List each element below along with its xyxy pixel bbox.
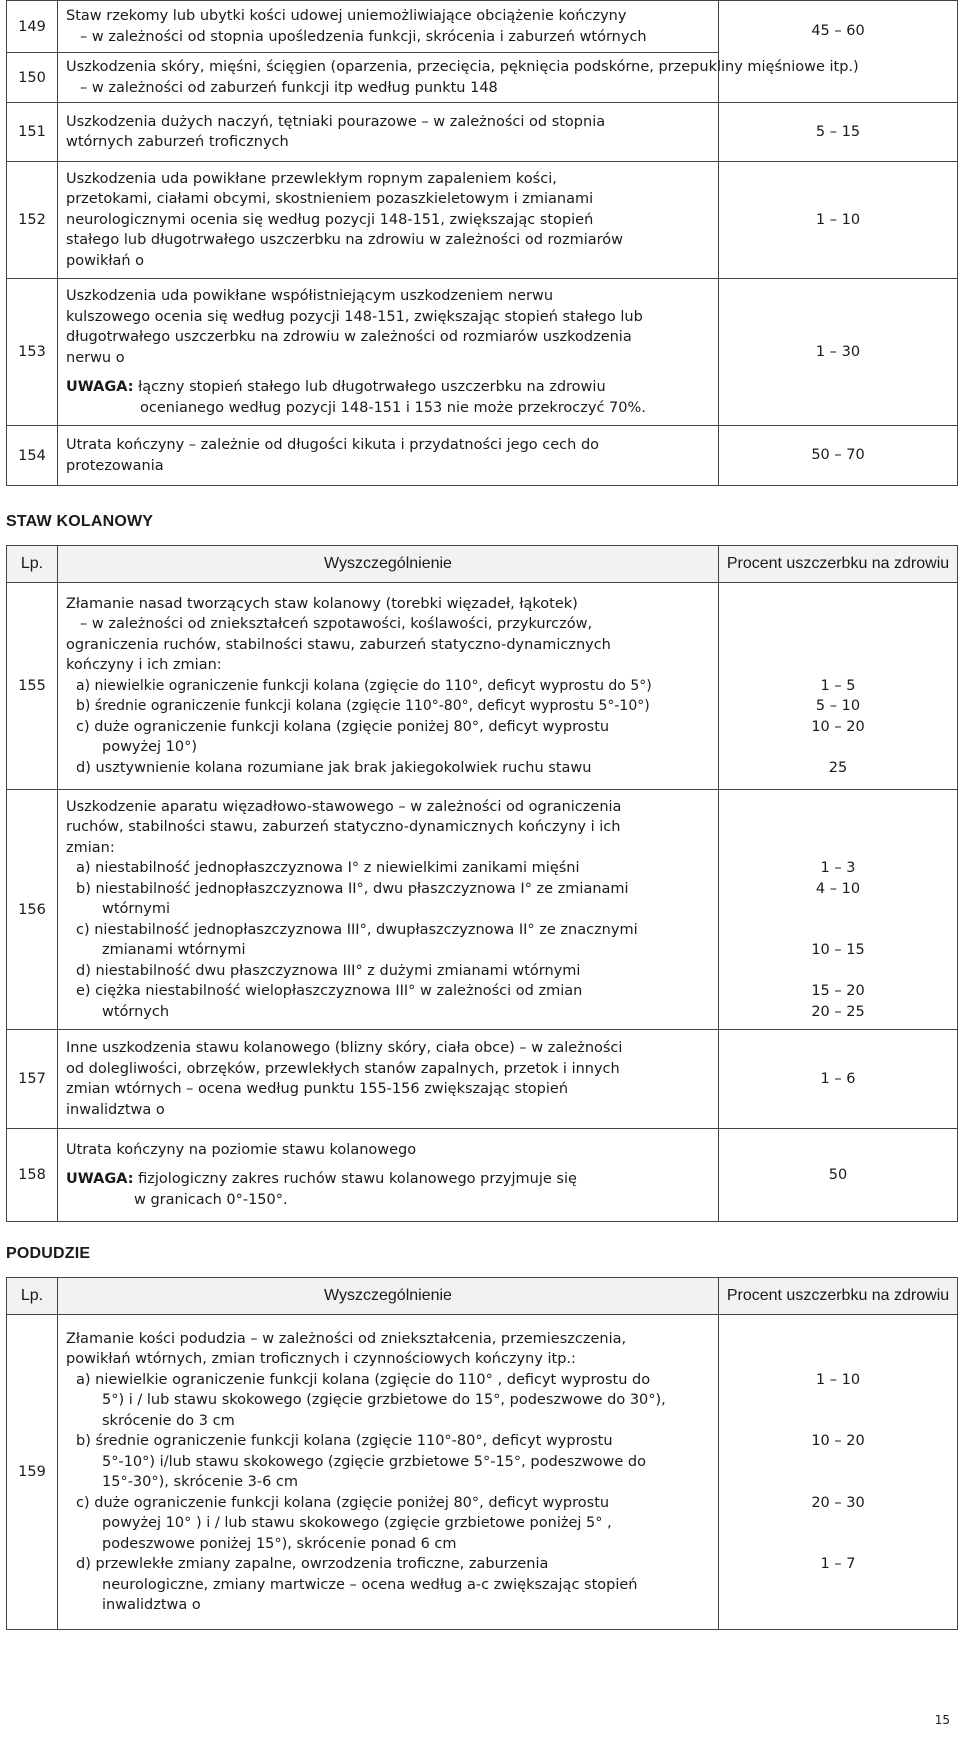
text-line: Złamanie nasad tworzących staw kolanowy (torebki więzadeł, łąkotek)	[66, 595, 578, 612]
item-c-cont: zmianami wtórnymi	[102, 942, 246, 959]
text-line: zmian:	[66, 839, 115, 856]
table-row	[7, 279, 958, 426]
percent-d: 15 – 20	[811, 983, 865, 1000]
row-percent	[719, 1315, 958, 1630]
row-description	[58, 1030, 719, 1129]
header-description: Wyszczególnienie	[58, 546, 719, 583]
text-line: Uszkodzenia uda powikłane przewlekłym ropnym zapaleniem kości,	[66, 170, 557, 187]
text-line: Inne uszkodzenia stawu kolanowego (blizny skóry, ciała obce) – w zależności	[66, 1040, 623, 1056]
table-row	[7, 1129, 958, 1222]
text-line: od dolegliwości, obrzęków, przewlekłych stanów zapalnych, przetok i innych	[66, 1060, 620, 1077]
note-text: w granicach 0°-150°.	[134, 1191, 288, 1208]
text-line: – w zależności od zniekształceń szpotawości, koślawości, przykurczów,	[80, 616, 593, 633]
item-a: a) niewielkie ograniczenie funkcji kolana (zgięcie do 110° , deficyt wyprostu do	[76, 1371, 651, 1388]
table-row	[7, 790, 958, 1030]
row-percent: 45 – 60	[719, 1, 958, 103]
text-line: Utrata kończyny na poziomie stawu kolanowego	[66, 1141, 417, 1158]
row-description	[58, 426, 719, 486]
page-number: 15	[934, 1713, 950, 1727]
row-description	[58, 279, 719, 426]
item-b: b) niestabilność jednopłaszczyznowa II°, dwu płaszczyznowa I° ze zmianami	[76, 880, 629, 897]
item-b: b) średnie ograniczenie funkcji kolana (zgięcie 110°-80°, deficyt wyprostu 5°-10°)	[76, 698, 650, 715]
item-d-cont: neurologiczne, zmiany martwicze – ocena według a-c zwiększając stopień	[102, 1576, 638, 1593]
row-number: 157	[7, 1030, 58, 1129]
header-lp: Lp.	[7, 546, 58, 583]
row-percent: 5 – 15	[719, 103, 958, 162]
item-a-cont: 5°) i / lub stawu skokowego (zgięcie grzbietowe do 15°, podeszwowe do 30°),	[102, 1392, 666, 1408]
percent-b: 10 – 20	[811, 1433, 865, 1449]
table-row	[7, 162, 958, 279]
item-d: d) niestabilność dwu płaszczyznowa III° z dużymi zmianami wtórnymi	[76, 962, 581, 979]
item-c-cont: powyżej 10°)	[102, 739, 198, 756]
percent-b: 5 – 10	[815, 698, 861, 715]
section-title-shin: PODUDZIE	[6, 1245, 91, 1262]
text-line: Złamanie kości podudzia – w zależności od zniekształcenia, przemieszczenia,	[66, 1330, 627, 1347]
section-title-knee: STAW KOLANOWY	[6, 513, 154, 530]
item-a: a) niewielkie ograniczenie funkcji kolana (zgięcie do 110°, deficyt wyprostu do 5°)	[76, 677, 652, 694]
top-table	[6, 0, 958, 486]
text-line: ruchów, stabilności stawu, zaburzeń statyczno-dynamicznych kończyny i ich	[66, 819, 621, 836]
text-line: Staw rzekomy lub ubytki kości udowej uniemożliwiające obciążenie kończyny	[66, 8, 627, 24]
note-text: ocenianego według pozycji 148-151 i 153 nie może przekroczyć 70%.	[140, 399, 646, 416]
row-percent	[719, 583, 958, 790]
item-b: b) średnie ograniczenie funkcji kolana (zgięcie 110°-80°, deficyt wyprostu	[76, 1433, 613, 1449]
text-line: ograniczenia ruchów, stabilności stawu, zaburzeń statyczno-dynamicznych	[66, 636, 611, 653]
table-row	[7, 103, 958, 162]
item-e-cont: wtórnych	[102, 1003, 170, 1020]
text-line: wtórnych zaburzeń troficznych	[66, 134, 289, 150]
row-description	[58, 790, 719, 1030]
table-header-row	[7, 1278, 958, 1315]
percent-b: 4 – 10	[815, 880, 861, 897]
percent-a: 1 – 5	[820, 677, 856, 694]
item-c-cont: powyżej 10° ) i / lub stawu skokowego (zgięcie grzbietowe poniżej 5° ,	[102, 1515, 612, 1531]
header-percent: Procent uszczerbku na zdrowiu	[719, 1278, 958, 1315]
header-lp: Lp.	[7, 1278, 58, 1315]
row-description	[58, 1315, 719, 1630]
note-label: UWAGA:	[66, 379, 134, 395]
percent-c: 20 – 30	[811, 1494, 865, 1511]
note-text: łączny stopień stałego lub długotrwałego uszczerbku na zdrowiu	[138, 379, 606, 395]
row-number: 154	[7, 426, 58, 486]
row-description	[58, 583, 719, 790]
item-c: c) duże ograniczenie funkcji kolana (zgięcie poniżej 80°, deficyt wyprostu	[76, 1494, 610, 1511]
percent-c: 10 – 15	[811, 942, 865, 959]
item-d-cont: inwalidztwa o	[102, 1597, 201, 1613]
item-b-cont: 15°-30°), skrócenie 3-6 cm	[102, 1474, 299, 1490]
text-line: kulszowego ocenia się według pozycji 148-151, zwiększając stopień stałego lub	[66, 308, 643, 325]
text-line: Uszkodzenia skóry, mięśni, ścięgien (oparzenia, przecięcia, pęknięcia podskórne, przepukliny mięśniowe itp.)	[66, 59, 859, 75]
text-line: kończyny i ich zmian:	[66, 657, 222, 674]
table-row	[7, 426, 958, 486]
item-c-cont: podeszwowe poniżej 15°), skrócenie ponad 6 cm	[102, 1535, 457, 1552]
percent-a: 1 – 3	[820, 860, 856, 877]
row-percent: 1 – 6	[719, 1030, 958, 1129]
row-percent: 50	[719, 1129, 958, 1222]
header-percent: Procent uszczerbku na zdrowiu	[719, 546, 958, 583]
item-c: c) niestabilność jednopłaszczyznowa III°, dwupłaszczyznowa II° ze znacznymi	[76, 921, 638, 938]
row-description	[58, 1, 719, 53]
text-line: Uszkodzenia uda powikłane współistniejącym uszkodzeniem nerwu	[66, 288, 554, 304]
row-number: 151	[7, 103, 58, 162]
percent-c: 10 – 20	[811, 718, 865, 735]
header-description: Wyszczególnienie	[58, 1278, 719, 1315]
percent-d: 25	[828, 759, 848, 776]
note-label: UWAGA:	[66, 1171, 134, 1188]
text-line: – w zależności od stopnia upośledzenia funkcji, skrócenia i zaburzeń wtórnych	[80, 28, 647, 45]
percent-e: 20 – 25	[811, 1003, 865, 1020]
text-line: Uszkodzenia dużych naczyń, tętniaki pourazowe – w zależności od stopnia	[66, 113, 606, 130]
row-number: 149	[7, 1, 58, 53]
row-percent: 1 – 10	[719, 162, 958, 279]
row-number: 152	[7, 162, 58, 279]
row-number: 159	[7, 1315, 58, 1630]
text-line: nerwu o	[66, 349, 125, 366]
table-row	[7, 583, 958, 790]
row-description	[58, 1129, 719, 1222]
row-number: 153	[7, 279, 58, 426]
note	[66, 377, 710, 418]
text-line: inwalidztwa o	[66, 1101, 165, 1118]
item-c: c) duże ograniczenie funkcji kolana (zgięcie poniżej 80°, deficyt wyprostu	[76, 718, 610, 735]
item-a: a) niestabilność jednopłaszczyznowa I° z niewielkimi zanikami mięśni	[76, 860, 580, 877]
row-number: 150	[7, 53, 58, 103]
text-line: protezowania	[66, 457, 164, 474]
text-line: stałego lub długotrwałego uszczerbku na zdrowiu w zależności od rozmiarów	[66, 232, 624, 249]
text-line: powikłań wtórnych, zmian troficznych i czynnościowych kończyny itp.:	[66, 1351, 576, 1367]
item-b-cont: 5°-10°) i/lub stawu skokowego (zgięcie grzbietowe 5°-15°, podeszwowe do	[102, 1453, 646, 1470]
text-line: zmian wtórnych – ocena według punktu 155-156 zwiększając stopień	[66, 1081, 569, 1097]
item-d: d) usztywnienie kolana rozumiane jak brak jakiegokolwiek ruchu stawu	[76, 759, 592, 776]
row-description	[58, 162, 719, 279]
table-header-row	[7, 546, 958, 583]
text-line: długotrwałego uszczerbku na zdrowiu w zależności od rozmiarów uszkodzenia	[66, 329, 632, 345]
row-percent: 1 – 30	[719, 279, 958, 426]
row-number: 155	[7, 583, 58, 790]
row-description	[58, 103, 719, 162]
item-b-cont: wtórnymi	[102, 901, 171, 918]
knee-table	[6, 545, 958, 1222]
text-line: powikłań o	[66, 252, 145, 269]
row-percent	[719, 790, 958, 1030]
row-number: 158	[7, 1129, 58, 1222]
row-percent: 50 – 70	[719, 426, 958, 486]
note-text: fizjologiczny zakres ruchów stawu kolanowego przyjmuje się	[138, 1171, 577, 1188]
row-number: 156	[7, 790, 58, 1030]
shin-table	[6, 1277, 958, 1630]
text-line: Uszkodzenie aparatu więzadłowo-stawowego – w zależności od ograniczenia	[66, 798, 622, 815]
percent-d: 1 – 7	[820, 1556, 856, 1572]
table-row	[7, 1, 958, 53]
text-line: przetokami, ciałami obcymi, skostnieniem pozaszkieletowym i zmianami	[66, 191, 594, 208]
row-description	[58, 53, 859, 103]
item-a-cont: skrócenie do 3 cm	[102, 1412, 235, 1429]
note	[66, 1169, 710, 1210]
item-d: d) przewlekłe zmiany zapalne, owrzodzenia troficzne, zaburzenia	[76, 1556, 549, 1572]
table-row	[7, 1030, 958, 1129]
percent-a: 1 – 10	[815, 1371, 861, 1388]
table-row	[7, 1315, 958, 1630]
item-e: e) ciężka niestabilność wielopłaszczyznowa III° w zależności od zmian	[76, 983, 583, 1000]
text-line: – w zależności od zaburzeń funkcji itp według punktu 148	[80, 79, 498, 96]
text-line: neurologicznymi ocenia się według pozycji 148-151, zwiększając stopień	[66, 211, 594, 228]
text-line: Utrata kończyny – zależnie od długości kikuta i przydatności jego cech do	[66, 437, 600, 453]
